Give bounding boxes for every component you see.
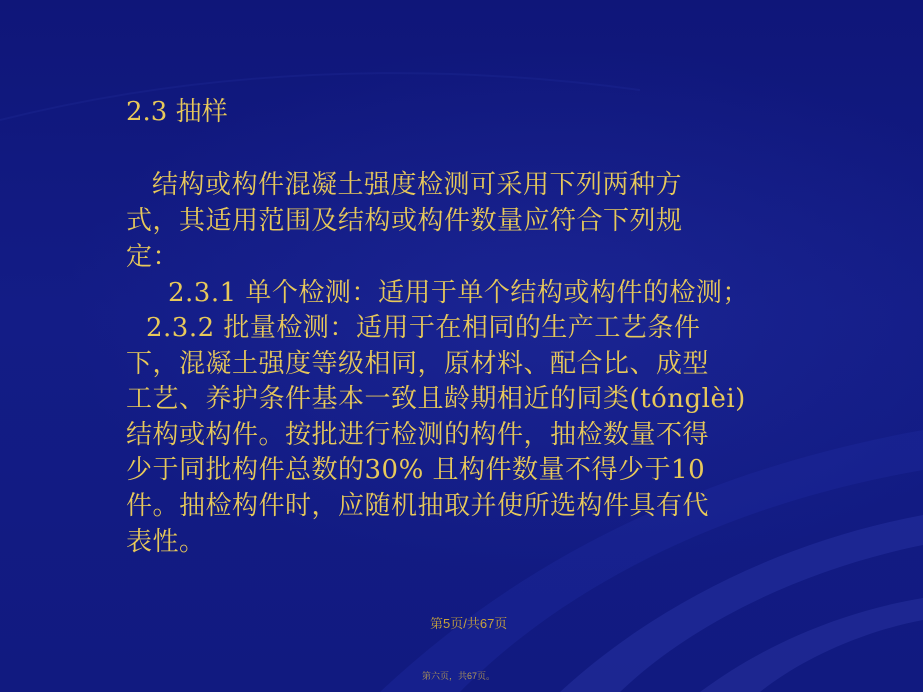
- body-line-3: 定：: [126, 242, 180, 272]
- body-line-7: 工艺、养护条件基本一致且龄期相近的同类(tónglèi): [126, 384, 746, 414]
- body-line-2: 式，其适用范围及结构或构件数量应符合下列规: [126, 206, 683, 236]
- body-line-5: 2.3.2 批量检测：适用于在相同的生产工艺条件: [146, 313, 701, 343]
- page-indicator: 第5页/共67页: [430, 616, 508, 631]
- body-line-10: 件。抽检构件时，应随机抽取并使所选构件具有代: [126, 491, 710, 521]
- body-line-8: 结构或构件。按批进行检测的构件，抽检数量不得: [126, 420, 710, 450]
- footer-note: 第六页，共67页。: [422, 671, 496, 681]
- body-line-6: 下，混凝土强度等级相同，原材料、配合比、成型: [126, 349, 710, 379]
- body-line-4: 2.3.1 单个检测：适用于单个结构或构件的检测；: [168, 278, 749, 308]
- body-line-9: 少于同批构件总数的30% 且构件数量不得少于10: [126, 455, 706, 485]
- body-line-11: 表性。: [126, 527, 206, 557]
- body-line-1: 结构或构件混凝土强度检测可采用下列两种方: [152, 170, 683, 200]
- slide-heading: 2.3 抽样: [126, 97, 228, 127]
